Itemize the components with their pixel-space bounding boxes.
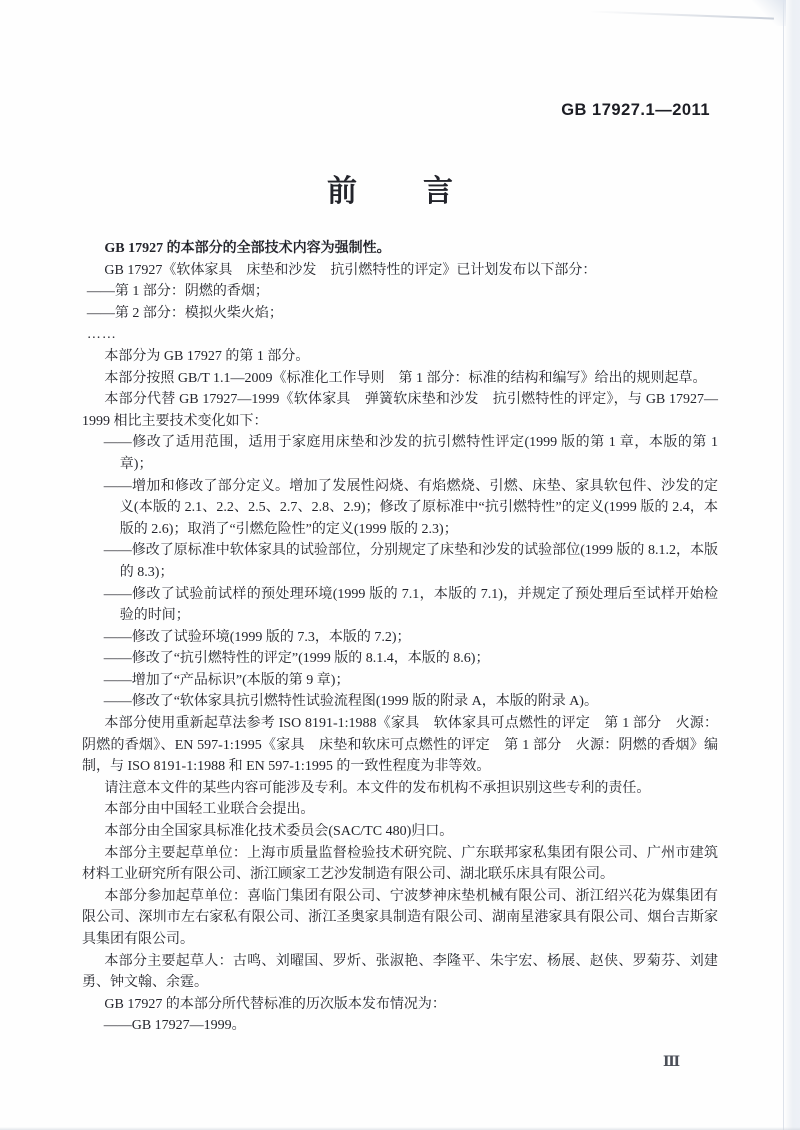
paragraph: GB 17927 的本部分所代替标准的历次版本发布情况为： xyxy=(104,996,446,1012)
paragraph: ——修改了试验环境(1999 版的 7.3，本版的 7.2)； xyxy=(103,629,411,645)
paragraph: 本部分代替 GB 17927—1999《软体家具 弹簧软床垫和沙发 抗引燃特性的评定》，与 GB 17927—1999 相比主要技术变化如下： xyxy=(82,392,718,429)
paragraph: ——增加和修改了部分定义。增加了发展性闷烧、有焰燃烧、引燃、床垫、家具软包件、沙发的定义(本版的 2.1、2.2、2.5、2.7、2.8、2.9)；修改了原标准中“抗引燃特性”的定义(1999 版的 2.4，本版的 2.6)；取消了“引燃危险性”的定义(1999 版的 2.3)； xyxy=(103,478,718,537)
paragraph: 本部分按照 GB/T 1.1—2009《标准化工作导则 第 1 部分：标准的结构和编写》给出的规则起草。 xyxy=(104,370,707,386)
paragraph: ——增加了“产品标识”(本版的第 9 章)； xyxy=(103,672,350,688)
page-title: 前 言 xyxy=(327,175,455,208)
paragraph: 本部分使用重新起草法参考 ISO 8191-1:1988《家具 软体家具可点燃性的评定 第 1 部分 火源：阴燃的香烟》、EN 597-1:1995《家具 床垫和软床可点燃性的评定 第 1 部分 火源：阴燃的香烟》编制，与 ISO 8191-1:1988 和 EN 597-1:1995 的一致性程度为非等效。 xyxy=(82,716,718,775)
paragraph: ——修改了试验前试样的预处理环境(1999 版的 7.1，本版的 7.1)，并规定了预处理后至试样开始检验的时间； xyxy=(103,586,718,624)
paragraph: GB 17927 的本部分的全部技术内容为强制性。 xyxy=(104,241,391,256)
paragraph: 本部分参加起草单位：喜临门集团有限公司、宁波梦神床垫机械有限公司、浙江绍兴花为媒集团有限公司、深圳市左右家私有限公司、浙江圣奥家具制造有限公司、湖南星港家具有限公司、烟台吉斯家具集团有限公司。 xyxy=(82,888,718,947)
page-number: Ⅲ xyxy=(663,1055,682,1070)
paragraph: 本部分为 GB 17927 的第 1 部分。 xyxy=(104,348,310,364)
paragraph: 本部分主要起草单位：上海市质量监督检验技术研究院、广东联邦家私集团有限公司、广州市建筑材料工业研究所有限公司、浙江顾家工艺沙发制造有限公司、湖北联乐床具有限公司。 xyxy=(82,845,718,883)
paragraph: ——GB 17927—1999。 xyxy=(103,1018,246,1034)
paragraph: ——第 1 部分：阴燃的香烟； xyxy=(86,284,269,300)
paragraph: ——修改了“软体家具抗引燃特性试验流程图(1999 版的附录 A，本版的附录 A)。 xyxy=(103,694,598,710)
paragraph: ——修改了“抗引燃特性的评定”(1999 版的 8.1.4，本版的 8.6)； xyxy=(103,651,490,667)
paragraph: GB 17927《软体家具 床垫和沙发 抗引燃特性的评定》已计划发布以下部分： xyxy=(104,262,597,278)
scan-edge-line xyxy=(588,10,774,19)
page-edge-shadow-right xyxy=(783,0,800,1130)
paragraph: …… xyxy=(86,327,117,343)
standard-number: GB 17927.1—2011 xyxy=(561,101,710,119)
paragraph: ——第 2 部分：模拟火柴火焰； xyxy=(86,305,283,321)
paragraph: 请注意本文件的某些内容可能涉及专利。本文件的发布机构不承担识别这些专利的责任。 xyxy=(104,780,651,796)
page-corner-shade xyxy=(752,0,786,26)
foreword-body xyxy=(82,238,718,1037)
paragraph: 本部分主要起草人：古鸣、刘曜国、罗炘、张淑艳、李隆平、朱宇宏、杨展、赵侠、罗菊芬、刘建勇、钟文翰、余霆。 xyxy=(82,953,718,991)
paragraph: ——修改了原标准中软体家具的试验部位，分别规定了床垫和沙发的试验部位(1999 版的 8.1.2，本版的 8.3)； xyxy=(103,543,718,580)
paragraph: 本部分由全国家具标准化技术委员会(SAC/TC 480)归口。 xyxy=(104,824,454,840)
paragraph: 本部分由中国轻工业联合会提出。 xyxy=(104,802,315,818)
paragraph: ——修改了适用范围，适用于家庭用床垫和沙发的抗引燃特性评定(1999 版的第 1 章，本版的第 1 章)； xyxy=(103,435,718,472)
